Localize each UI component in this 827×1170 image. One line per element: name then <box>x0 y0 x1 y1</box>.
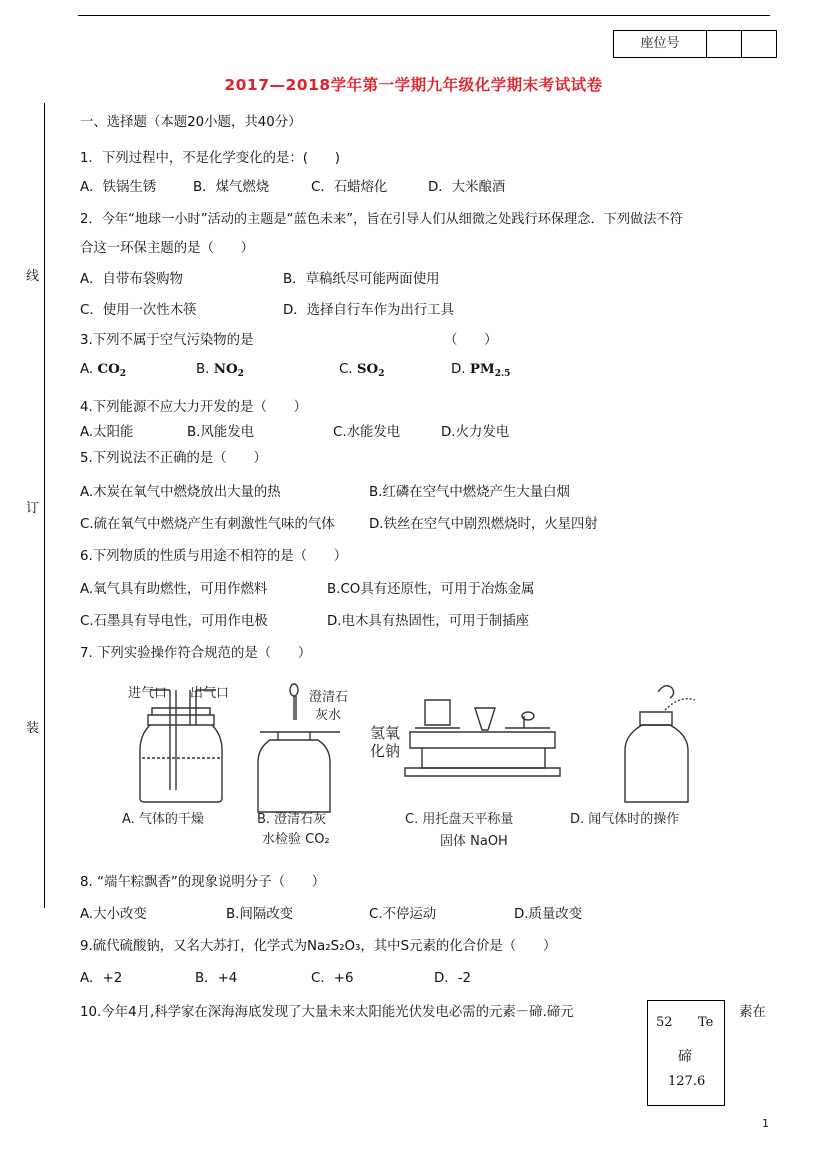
q9-option-a: A．+2 <box>80 971 123 986</box>
margin-mark-bind: 订 <box>26 501 40 516</box>
seat-cell[interactable] <box>741 31 776 57</box>
q7-c-caption2: 固体 NaOH <box>440 834 508 849</box>
element-name: 碲 <box>678 1049 692 1065</box>
q3-option-c: C. $SO_2$ <box>339 361 385 379</box>
q9-option-d: D．-2 <box>434 971 472 986</box>
q2-option-d: D．选择自行车作为出行工具 <box>283 303 454 318</box>
q9-option-c: C．+6 <box>311 971 354 986</box>
q4-stem: 4.下列能源不应大力开发的是（ ） <box>80 400 308 415</box>
seat-cell[interactable] <box>706 31 741 57</box>
margin-mark-line: 线 <box>26 269 40 284</box>
top-rule <box>78 15 770 16</box>
q9-option-b: B．+4 <box>195 971 238 986</box>
q5-stem: 5.下列说法不正确的是（ ） <box>80 451 267 466</box>
q7-b-caption1: B. 澄清石灰 <box>257 812 327 827</box>
q7-a-caption: A. 气体的干燥 <box>122 812 204 827</box>
q4-option-c: C.水能发电 <box>333 425 401 440</box>
q5-option-a: A.木炭在氧气中燃烧放出大量的热 <box>80 485 281 500</box>
q2-stem-line2: 合这一环保主题的是（ ） <box>80 241 255 256</box>
element-atomic-number: 52 <box>656 1015 673 1030</box>
exam-title: 2017—2018学年第一学期九年级化学期末考试试卷 <box>224 76 603 94</box>
q10-stem: 10.今年4月,科学家在深海海底发现了大量未来太阳能光伏发电必需的元素－碲.碲元 <box>80 1005 574 1020</box>
seat-label: 座位号 <box>640 36 680 51</box>
q7-c-caption1: C. 用托盘天平称量 <box>405 812 514 827</box>
q5-option-c: C.硫在氧气中燃烧产生有刺激性气味的气体 <box>80 517 335 532</box>
q1-option-c: C．石蜡熔化 <box>311 180 388 195</box>
q7-a-outlet-label: 出气口 <box>190 686 230 701</box>
q1-stem: 1．下列过程中，不是化学变化的是：( ) <box>80 151 340 166</box>
seat-number-box <box>613 30 777 58</box>
section-heading: 一、选择题（本题20小题，共40分） <box>80 115 302 130</box>
q7-c-label1: 氢氧 <box>370 724 401 742</box>
q6-option-c: C.石墨具有导电性，可用作电极 <box>80 614 268 629</box>
q3-option-a: A. $CO_2$ <box>80 361 127 379</box>
q8-option-d: D.质量改变 <box>514 907 583 922</box>
q7-stem: 7. 下列实验操作符合规范的是（ ） <box>80 646 312 661</box>
q7-c-label2: 化钠 <box>370 742 401 760</box>
q2-stem-line1: 2．今年“地球一小时”活动的主题是“蓝色未来”，旨在引导人们从细微之处践行环保理念．下列做法不符 <box>80 212 683 227</box>
q5-option-b: B.红磷在空气中燃烧产生大量白烟 <box>369 485 570 500</box>
q7-a-inlet-label: 进气口 <box>128 686 168 701</box>
q3-option-d: D. $PM_{2.5}$ <box>451 361 511 379</box>
q3-paren: （ ） <box>444 333 498 348</box>
q6-option-a: A.氧气具有助燃性，可用作燃料 <box>80 582 268 597</box>
q1-option-b: B．煤气燃烧 <box>193 180 270 195</box>
q3-option-b: B. $NO_2$ <box>196 361 244 379</box>
element-symbol: Te <box>698 1015 714 1030</box>
q7-b-label1: 澄清石 <box>309 690 349 705</box>
page-number: 1 <box>762 1117 769 1130</box>
q8-option-c: C.不停运动 <box>369 907 437 922</box>
q7-b-label2: 灰水 <box>315 708 342 723</box>
element-tellurium-card <box>647 1000 725 1106</box>
q1-option-a: A．铁锅生锈 <box>80 180 157 195</box>
q2-option-c: C．使用一次性木筷 <box>80 303 197 318</box>
q8-option-b: B.间隔改变 <box>226 907 294 922</box>
q8-stem: 8. “端午粽飘香”的现象说明分子（ ） <box>80 875 326 890</box>
q2-option-b: B．草稿纸尽可能两面使用 <box>283 272 440 287</box>
q4-option-b: B.风能发电 <box>187 425 255 440</box>
q7-b-caption2: 水检验 CO₂ <box>262 832 330 847</box>
q6-option-b: B.CO具有还原性，可用于冶炼金属 <box>327 582 535 597</box>
q9-stem: 9.硫代硫酸钠，又名大苏打，化学式为Na₂S₂O₃，其中S元素的化合价是（ ） <box>80 939 557 954</box>
q5-option-d: D.铁丝在空气中剧烈燃烧时，火星四射 <box>369 517 598 532</box>
q7-experiment-figure <box>110 680 750 850</box>
q3-stem: 3.下列不属于空气污染物的是 <box>80 333 254 348</box>
q10-stem-tail: 素在 <box>739 1005 766 1020</box>
element-atomic-mass: 127.6 <box>668 1074 706 1089</box>
binding-margin-line <box>44 103 45 908</box>
margin-mark-install: 装 <box>26 721 40 736</box>
q2-option-a: A．自带布袋购物 <box>80 272 183 287</box>
q6-option-d: D.电木具有热固性，可用于制插座 <box>327 614 530 629</box>
q6-stem: 6.下列物质的性质与用途不相符的是（ ） <box>80 549 348 564</box>
q4-option-d: D.火力发电 <box>441 425 510 440</box>
q8-option-a: A.大小改变 <box>80 907 147 922</box>
q7-d-caption: D. 闻气体时的操作 <box>570 812 680 827</box>
q1-option-d: D．大米酿酒 <box>428 180 506 195</box>
q4-option-a: A.太阳能 <box>80 425 134 440</box>
